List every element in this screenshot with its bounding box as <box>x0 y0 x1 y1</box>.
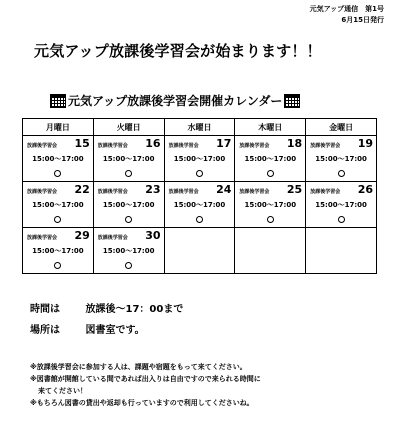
event-label: 放課後学習会 <box>27 189 58 195</box>
circle-mark-icon <box>54 170 61 177</box>
calendar-table <box>22 118 377 274</box>
event-label: 放課後学習会 <box>310 143 341 149</box>
calendar-cell <box>93 182 164 228</box>
day-number: 15 <box>74 137 90 150</box>
event-time: 15:00～17:00 <box>244 201 297 209</box>
weekday-header: 月曜日 <box>23 119 94 136</box>
calendar-body <box>23 136 377 274</box>
event-label: 放課後学習会 <box>168 143 199 149</box>
calendar-title <box>48 92 302 109</box>
calendar-cell <box>306 228 377 274</box>
event-time: 15:00～17:00 <box>315 201 367 209</box>
day-number: 22 <box>74 183 90 196</box>
event-time: 15:00～17:00 <box>102 247 155 255</box>
weekday-header: 火曜日 <box>93 119 164 136</box>
calendar-cell <box>235 228 306 274</box>
weekday-header: 金曜日 <box>306 119 377 136</box>
note-line: ※図書館が開館している間であれば出入りは自由ですので来られる時間に <box>30 375 261 383</box>
calendar-cell <box>235 136 306 182</box>
week-row <box>23 182 377 228</box>
event-time: 15:00～17:00 <box>32 247 84 255</box>
day-number: 24 <box>216 183 232 196</box>
day-number: 16 <box>145 137 161 150</box>
calendar-cell <box>23 136 94 182</box>
event-label: 放課後学習会 <box>27 235 58 241</box>
day-number: 26 <box>357 183 373 196</box>
note-line: ※放課後学習会に参加する人は、課題や宿題をもって来てください。 <box>30 363 247 371</box>
calendar-cell <box>93 136 164 182</box>
event-time: 15:00～17:00 <box>244 155 297 163</box>
calendar-icon <box>284 94 300 108</box>
place-info <box>30 321 145 336</box>
calendar-title-text: 元気アップ放課後学習会開催カレンダー <box>68 94 283 108</box>
event-label: 放課後学習会 <box>239 189 270 195</box>
calendar-cell <box>306 182 377 228</box>
newsletter-header <box>310 4 384 26</box>
place-value: 図書室です。 <box>85 325 145 336</box>
main-title: 元気アップ放課後学習会が始まります！！ <box>34 42 322 60</box>
event-time: 15:00～17:00 <box>102 201 155 209</box>
event-label: 放課後学習会 <box>97 143 128 149</box>
event-time: 15:00～17:00 <box>315 155 367 163</box>
circle-mark-icon <box>267 216 274 223</box>
day-number: 18 <box>286 137 303 150</box>
calendar-cell <box>93 228 164 274</box>
week-row <box>23 136 377 182</box>
calendar-cell <box>306 136 377 182</box>
event-time: 15:00～17:00 <box>102 155 155 163</box>
circle-mark-icon <box>125 262 132 269</box>
time-info <box>30 300 183 315</box>
circle-mark-icon <box>338 170 345 177</box>
note-line: 来てください！ <box>38 387 87 395</box>
event-label: 放課後学習会 <box>310 189 341 195</box>
calendar-cell <box>23 182 94 228</box>
event-time: 15:00～17:00 <box>173 155 226 163</box>
day-number: 17 <box>216 137 232 150</box>
circle-mark-icon <box>125 170 132 177</box>
event-label: 放課後学習会 <box>168 189 199 195</box>
time-value: 放課後～17：00まで <box>85 304 184 315</box>
event-time: 15:00～17:00 <box>173 201 226 209</box>
circle-mark-icon <box>338 216 345 223</box>
circle-mark-icon <box>196 216 203 223</box>
calendar-cell <box>23 228 94 274</box>
week-row <box>23 228 377 274</box>
place-key: 場所は <box>30 325 60 336</box>
circle-mark-icon <box>267 170 274 177</box>
event-label: 放課後学習会 <box>27 143 58 149</box>
notes <box>30 361 400 409</box>
weekday-header-row <box>23 119 377 136</box>
event-time: 15:00～17:00 <box>32 201 84 209</box>
calendar-cell <box>164 228 235 274</box>
calendar-cell <box>164 182 235 228</box>
day-number: 19 <box>357 137 373 150</box>
weekday-header: 水曜日 <box>164 119 235 136</box>
day-number: 25 <box>286 183 303 196</box>
calendar-cell <box>164 136 235 182</box>
time-key: 時間は <box>30 304 60 315</box>
newsletter-name: 元気アップ通信 第1号 <box>309 5 384 13</box>
note-line: ※もちろん図書の貸出や返却も行っていますので利用してくださいね。 <box>30 399 254 407</box>
circle-mark-icon <box>196 170 203 177</box>
event-label: 放課後学習会 <box>97 189 128 195</box>
calendar-cell <box>235 182 306 228</box>
issue-date: 6月15日発行 <box>341 16 384 24</box>
event-time: 15:00～17:00 <box>32 155 84 163</box>
circle-mark-icon <box>54 262 61 269</box>
circle-mark-icon <box>125 216 132 223</box>
circle-mark-icon <box>54 216 61 223</box>
event-label: 放課後学習会 <box>97 235 128 241</box>
day-number: 29 <box>74 229 90 242</box>
day-number: 23 <box>145 183 161 196</box>
weekday-header: 木曜日 <box>235 119 306 136</box>
day-number: 30 <box>145 229 161 242</box>
calendar-icon <box>50 94 66 108</box>
event-label: 放課後学習会 <box>239 143 270 149</box>
